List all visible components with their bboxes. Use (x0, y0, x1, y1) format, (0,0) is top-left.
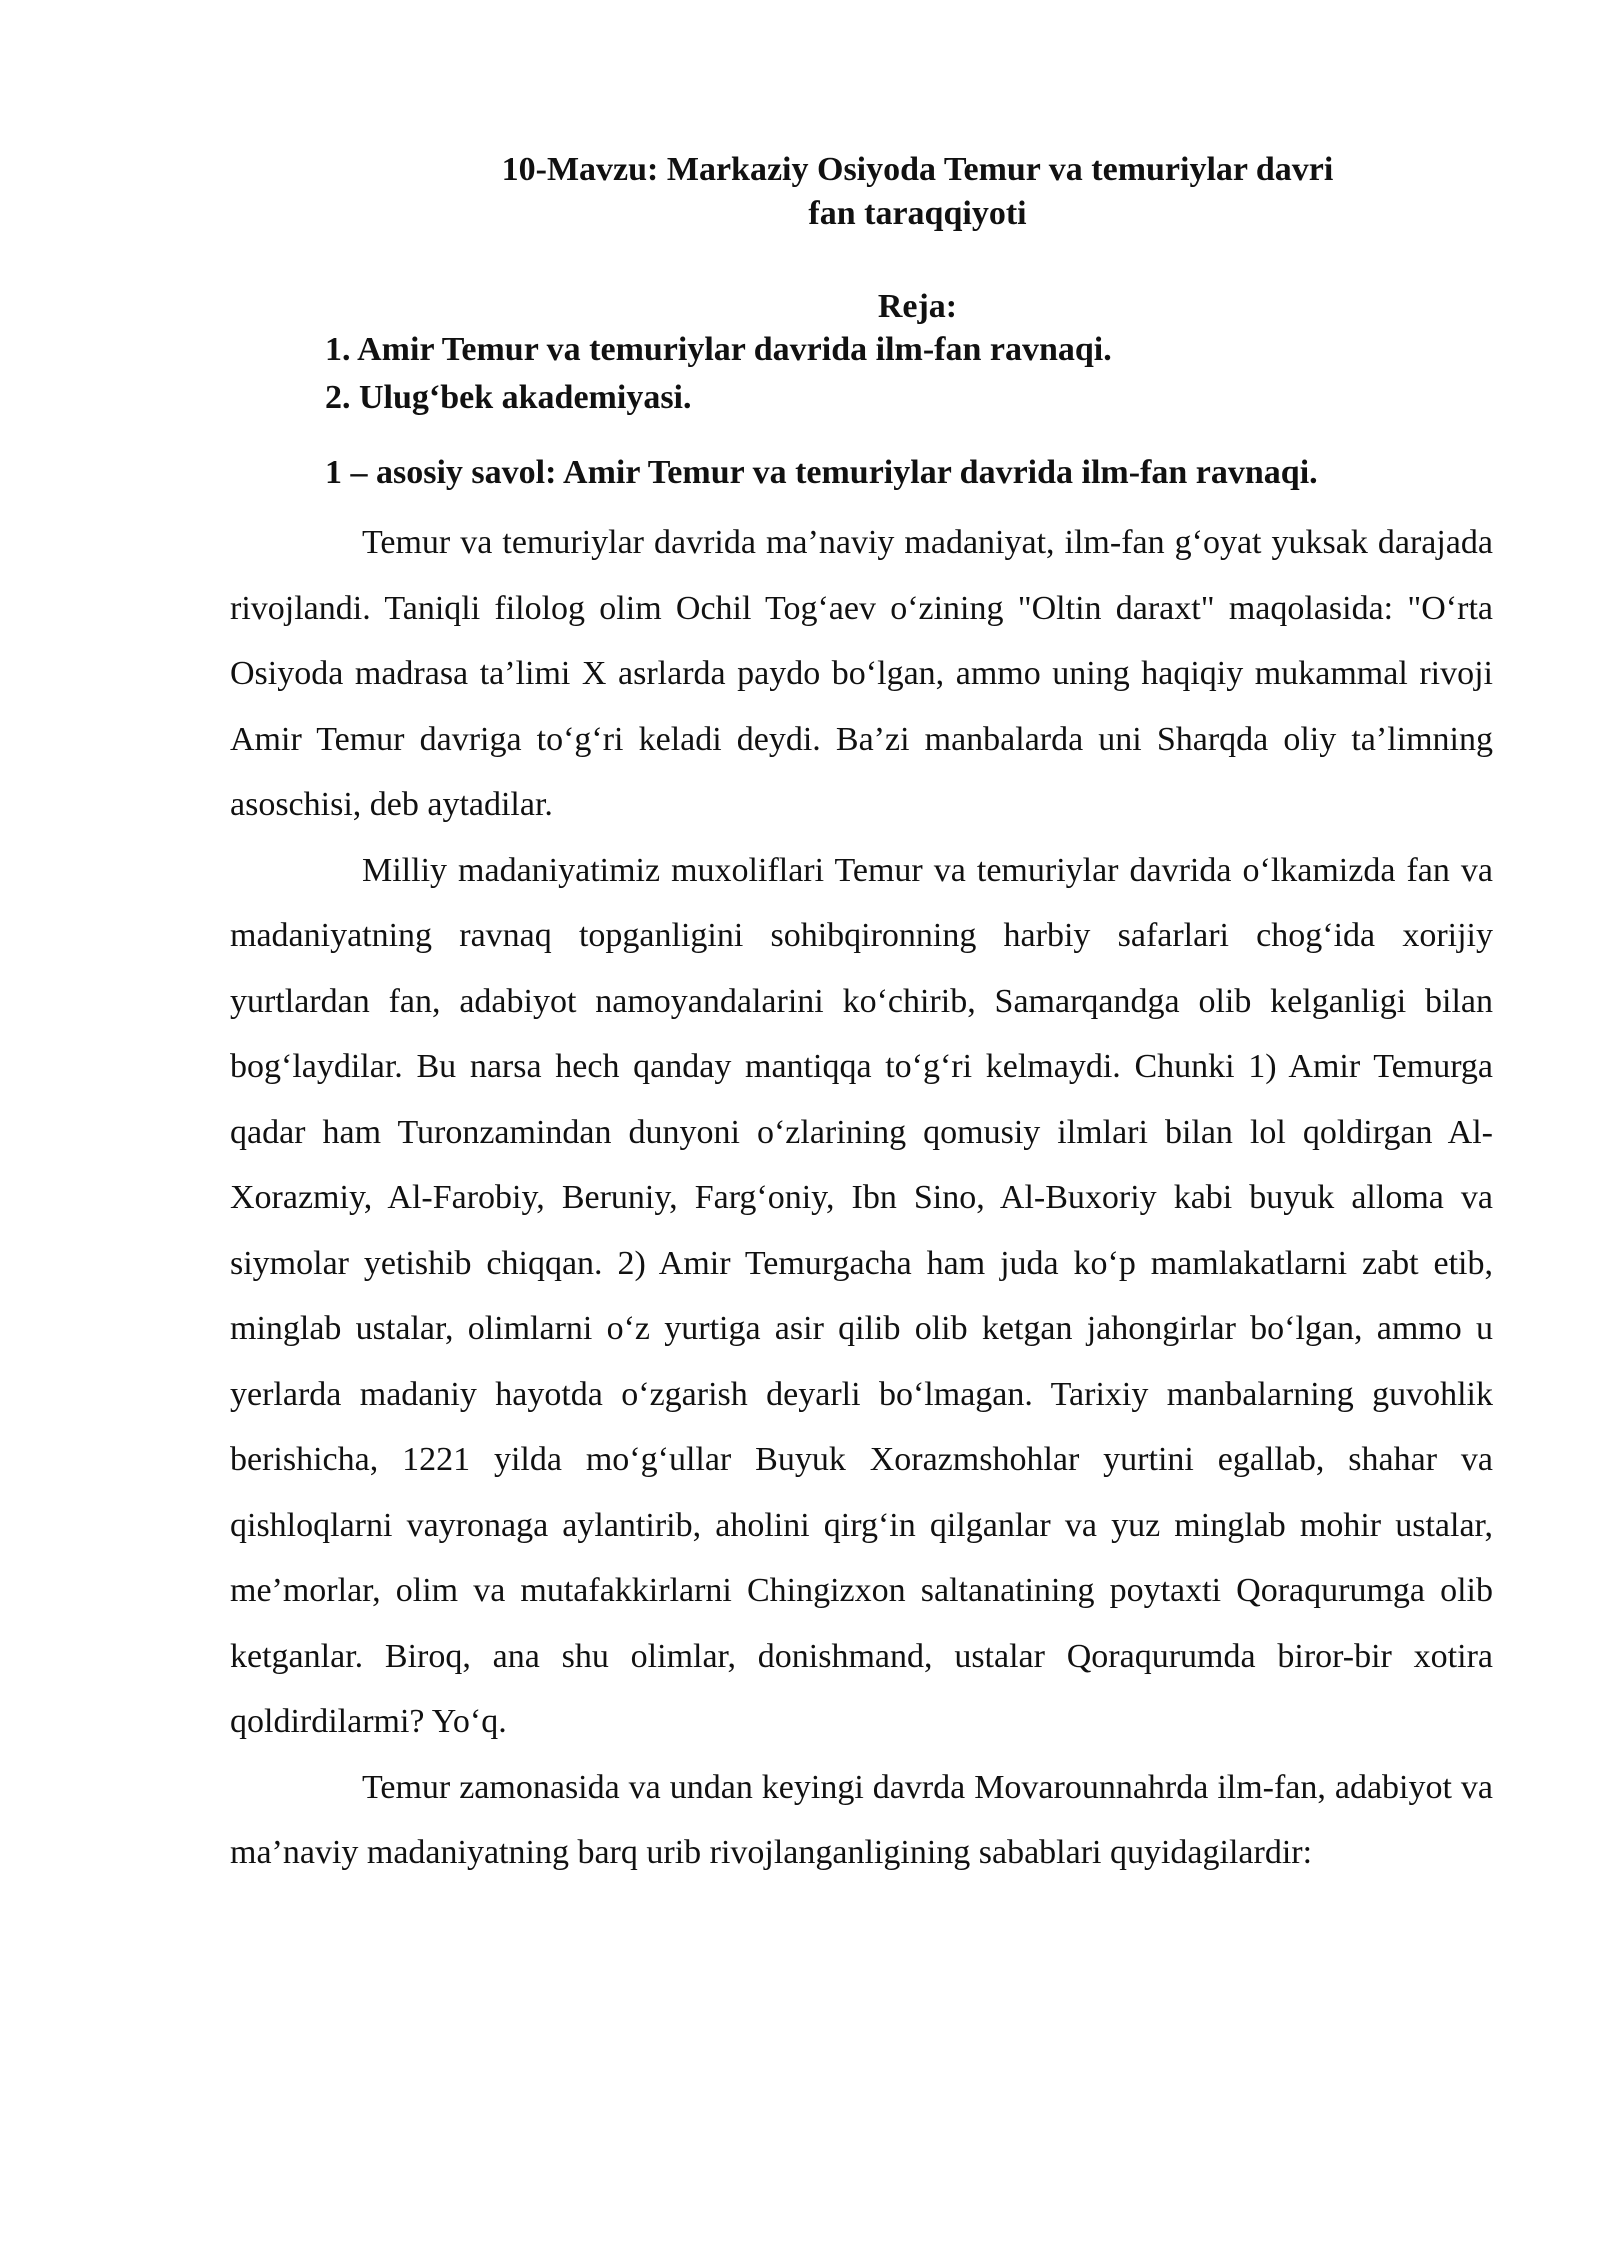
paragraph-1: Temur va temuriylar davrida ma’naviy madaniyat, ilm-fan g‘oyat yuksak darajada rivojlandi. Taniqli filolog olim Ochil Tog‘aev o‘zining "Oltin daraxt" maqolasida: "O‘rta Osiyoda madrasa ta’limi X asrlarda paydo bo‘lgan, ammo uning haqiqiy mukammal rivoji Amir Temur davriga to‘g‘ri keladi deydi. Ba’zi manbalarda uni Sharqda oliy ta’limning asoschisi, deb aytadilar. (230, 524, 1493, 823)
plan-item-1: 1. Amir Temur va temuriylar davrida ilm-fan ravnaqi. (325, 331, 1112, 368)
question-heading: 1 – asosiy savol: Amir Temur va temuriylar davrida ilm-fan ravnaqi. (325, 454, 1318, 491)
document-title (230, 148, 1600, 236)
plan-list (325, 326, 1112, 422)
plan-heading: Reja: (877, 288, 958, 325)
paragraph-3: Temur zamonasida va undan keyingi davrda Movarounnahrda ilm-fan, adabiyot va ma’naviy madaniyatning barq urib rivojlanganligining sabablari quyidagilardir: (230, 1768, 1493, 1871)
plan-item-2: 2. Ulug‘bek akademiyasi. (325, 379, 692, 416)
title-line-2: fan taraqqiyoti (808, 195, 1027, 232)
title-line-1: 10-Mavzu: Markaziy Osiyoda Temur va temuriylar davri (501, 151, 1334, 188)
document-body (230, 510, 1493, 1886)
paragraph-2: Milliy madaniyatimiz muxoliflari Temur va temuriylar davrida o‘lkamizda fan va madaniyatning ravnaq topganligini sohibqironning harbiy safarlari chog‘ida xorijiy yurtlardan fan, adabiyot namoyandalarini ko‘chirib, Samarqandga olib kelganligi bilan bog‘laydilar. Bu narsa hech qanday mantiqqa to‘g‘ri kelmaydi. Chunki 1) Amir Temurga qadar ham Turonzamindan dunyoni o‘zlarining qomusiy ilmlari bilan lol qoldirgan Al-Xorazmiy, Al-Farobiy, Beruniy, Farg‘oniy, Ibn Sino, Al-Buxoriy kabi buyuk alloma va siymolar yetishib chiqqan. 2) Amir Temurgacha ham juda ko‘p mamlakatlarni zabt etib, minglab ustalar, olimlarni o‘z yurtiga asir qilib olib ketgan jahongirlar bo‘lgan, ammo u yerlarda madaniy hayotda o‘zgarish deyarli bo‘lmagan. Tarixiy manbalarning guvohlik berishicha, 1221 yilda mo‘g‘ullar Buyuk Xorazmshohlar yurtini egallab, shahar va qishloqlarni vayronaga aylantirib, aholini qirg‘in qilganlar va yuz minglab mohir ustalar, me’morlar, olim va mutafakkirlarni Chingizxon saltanatining poytaxti Qoraqurumga olib ketganlar. Biroq, ana shu olimlar, donishmand, ustalar Qoraqurumda biror-bir xotira qoldirdilarmi? Yo‘q. (230, 851, 1493, 1740)
